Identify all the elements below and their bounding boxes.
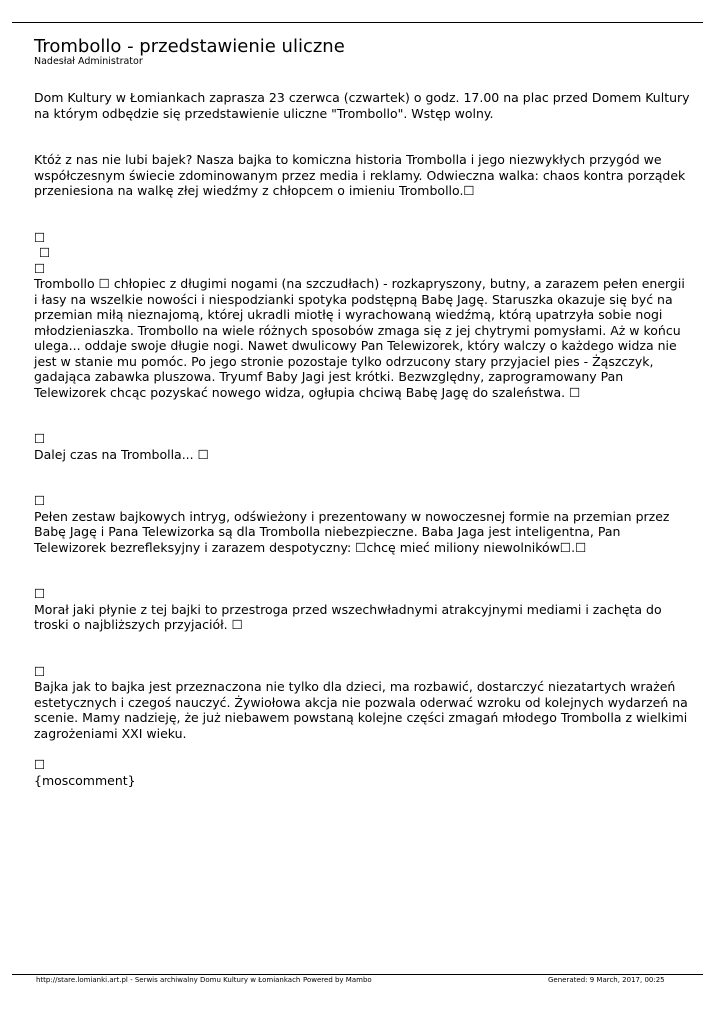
paragraph-intro: Dom Kultury w Łomiankach zaprasza 23 czerwca (czwartek) o godz. 17.00 na plac przed Domem Kultury na którym odbędzie się przedstawienie uliczne "Trombollo". Wstęp wolny. [34, 90, 690, 121]
box-glyph: ☐ [34, 260, 46, 276]
spacer [34, 633, 690, 664]
spacer [34, 741, 690, 757]
top-rule [12, 22, 703, 23]
paragraph-continue: Dalej czas na Trombolla... ☐ [34, 446, 209, 462]
paragraph-intrigues: Pełen zestaw bajkowych intryg, odświeżony i prezentowany w nowoczesnej formie na przemian przez Babę Jagę i Pana Telewizorka są dla Trombolla niebezpieczne. Baba Jaga jest inteligentna, Pan Telewizorek bezrefleksyjny i zarazem despotyczny: ☐chcę mieć miliony niewolników☐.☐ [34, 508, 670, 555]
spacer [34, 555, 690, 586]
spacer [34, 199, 690, 230]
footer-powered-by: Powered by Mambo [303, 976, 372, 984]
box-glyph: ☐ [34, 431, 46, 446]
box-glyph: ☐ [39, 245, 51, 260]
box-glyph: ☐ [34, 663, 46, 679]
spacer [34, 400, 690, 431]
box-glyph: ☐ [34, 586, 46, 601]
footer-generated-date: Generated: 9 March, 2017, 00:25 [548, 976, 665, 984]
paragraph-story: Trombollo ☐ chłopiec z długimi nogami (na szczudłach) - rozkapryszony, butny, a zarazem pełen energii i łasy na wszelkie nowości i niespodzianki spotyka podstępną Babę Jagę. Staruszka okazuje się być na przemian miłą nieznajomą, której ukradli miotłę i wyrachowaną wiedźmą, którą upatrzyła sobie nogi młodzieniaszka. Trombollo na wiele różnych sposobów zmaga się z jej chytrymi pomysłami. Aż w końcu ulega... oddaje swoje długie nogi. Nawet dwulicowy Pan Telewizorek, który walczy o każdego widza nie jest w stanie mu pomóc. Po jego stronie pozostaje tylko odrzucony stary przyjaciel pies - Żąszczyk, gadająca zabawka pluszowa. Tryumf Baby Jagi jest krótki. Bezwzględny, zaprogramowany Pan Telewizorek chcąc pozyskać nowego widza, ogłupia chciwą Babę Jagę do szaleństwa. ☐ [34, 276, 685, 400]
paragraph-closing: Bajka jak to bajka jest przeznaczona nie tylko dla dzieci, ma rozbawić, dostarczyć niezatartych wrażeń estetycznych i czegoś nauczyć. Żywiołowa akcja nie pozwala oderwać wzroku od kolejnych wydarzeń na scenie. Mamy nadzieję, że już niebawem powstaną kolejne części zmagań młodego Trombolla z wielkimi zagrożeniami XXI wieku. [34, 679, 688, 741]
spacer [34, 121, 690, 152]
box-glyph: ☐ [34, 493, 46, 508]
author-byline: Nadesłał Administrator [34, 56, 143, 67]
article-body [34, 90, 690, 788]
paragraph-moral: Morał jaki płynie z tej bajki to przestroga przed wszechwładnymi atrakcyjnymi mediami i zachęta do troski o najbliższych przyjaciół. ☐ [34, 601, 662, 632]
paragraph-fairy-tale: Któż z nas nie lubi bajek? Nasza bajka to komiczna historia Trombolla i jego niezwykłych przygód we współczesnym świecie zdominowanym przez media i reklamy. Odwieczna walka: chaos kontra porządek przeniesiona na walkę złej wiedźmy z chłopcem o imieniu Trombollo.☐ [34, 152, 686, 198]
box-glyph: ☐ [34, 229, 46, 245]
spacer [34, 462, 690, 493]
page-title: Trombollo - przedstawienie uliczne [34, 36, 345, 57]
box-glyph: ☐ [34, 757, 46, 772]
moscomment-placeholder: {moscomment} [34, 772, 136, 788]
footer-site-link[interactable]: http://stare.lomianki.art.pl - Serwis archiwalny Domu Kultury w Łomiankach [36, 976, 301, 984]
